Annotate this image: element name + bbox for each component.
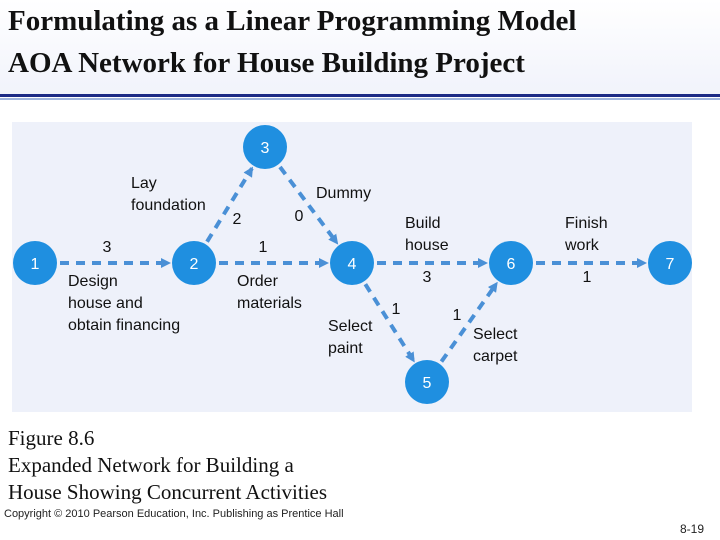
node-5-label: 5 — [422, 375, 432, 392]
arrow-3-4 — [280, 167, 337, 243]
slide-title-line-1: Formulating as a Linear Programming Model — [8, 5, 577, 37]
arrow-4-5 — [365, 284, 413, 361]
node-2-label: 2 — [189, 256, 199, 273]
activity-name-build: Build house — [405, 215, 449, 254]
duration-4-6: 3 — [422, 269, 432, 286]
duration-3-4: 0 — [294, 208, 304, 225]
slide-title-line-2: AOA Network for House Building Project — [8, 47, 525, 79]
duration-2-4: 1 — [258, 239, 268, 256]
caption-line-3: House Showing Concurrent Activities — [8, 480, 328, 504]
activity-name-order: Order materials — [237, 273, 302, 312]
duration-4-5: 1 — [391, 301, 401, 318]
caption-line-1: Figure 8.6 — [8, 426, 95, 450]
node-7-label: 7 — [665, 256, 675, 273]
figure-caption — [8, 425, 327, 506]
duration-6-7: 1 — [582, 269, 592, 286]
activity-name-finish: Finish work — [565, 215, 608, 254]
duration-2-3: 2 — [232, 211, 242, 228]
node-6-label: 6 — [506, 256, 516, 273]
activity-name-select-carpet: Select carpet — [473, 326, 518, 365]
activity-name-design: Design house and obtain financing — [68, 273, 181, 334]
node-4-label: 4 — [347, 256, 357, 273]
activity-name-select-paint: Select paint — [328, 318, 373, 357]
node-3-label: 3 — [260, 140, 270, 157]
copyright-notice: Copyright © 2010 Pearson Education, Inc. Publishing as Prentice Hall — [4, 508, 344, 520]
activity-name-lay: Lay foundation — [131, 175, 206, 214]
node-1-label: 1 — [30, 256, 40, 273]
activity-name-dummy: Dummy — [316, 185, 372, 202]
duration-5-6: 1 — [452, 307, 462, 324]
caption-line-2: Expanded Network for Building a — [8, 453, 294, 477]
page-number: 8-19 — [679, 522, 704, 536]
arrow-2-3 — [207, 168, 252, 241]
duration-1-2: 3 — [102, 239, 112, 256]
